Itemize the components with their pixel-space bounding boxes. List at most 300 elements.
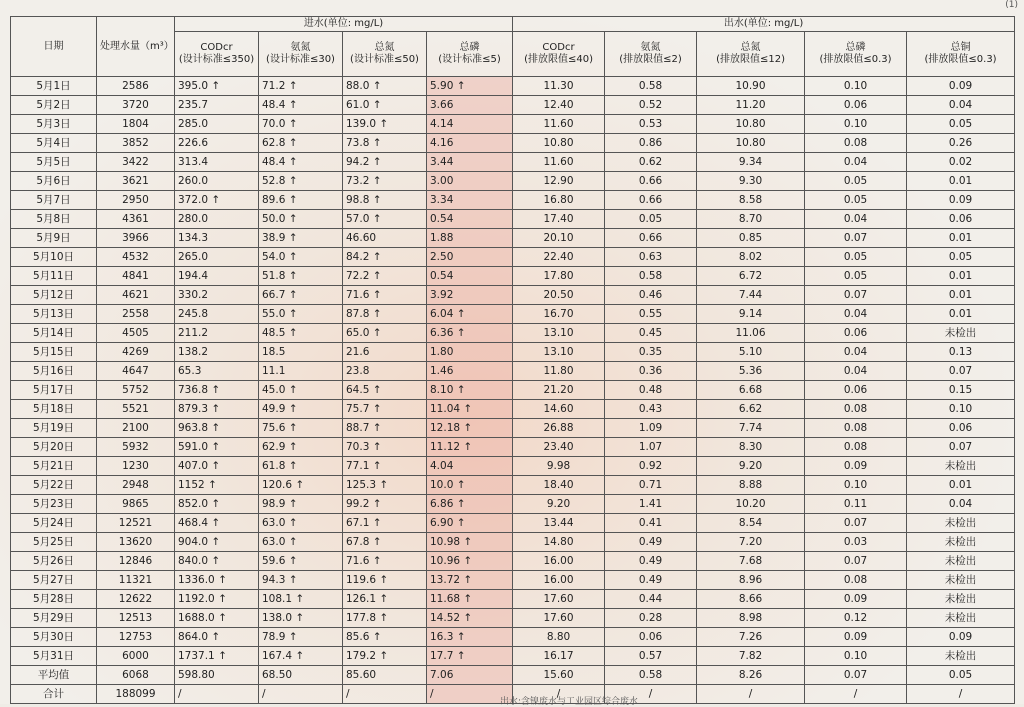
table-cell: 9.20 <box>513 495 605 514</box>
header-out-tn: 总氮 (排放限值≤12) <box>697 32 805 77</box>
table-cell: 0.09 <box>805 590 907 609</box>
table-cell: 0.49 <box>605 571 697 590</box>
table-cell: 3.44 <box>427 153 513 172</box>
table-cell: 45.0 ↑ <box>259 381 343 400</box>
table-cell: 88.7 ↑ <box>343 419 427 438</box>
table-cell: 12846 <box>97 552 175 571</box>
table-cell: 5月20日 <box>11 438 97 457</box>
table-cell: 5月21日 <box>11 457 97 476</box>
footnote: 出水:含镍废水与工业园区综合废水 <box>500 697 639 707</box>
table-cell: 73.8 ↑ <box>343 134 427 153</box>
table-cell: 11.06 <box>697 324 805 343</box>
table-cell: 10.98 ↑ <box>427 533 513 552</box>
table-row <box>11 438 1015 457</box>
table-cell: 94.3 ↑ <box>259 571 343 590</box>
table-cell: 5月3日 <box>11 115 97 134</box>
table-cell: / <box>175 685 259 704</box>
table-cell: 49.9 ↑ <box>259 400 343 419</box>
table-cell: 50.0 ↑ <box>259 210 343 229</box>
table-cell: 0.71 <box>605 476 697 495</box>
table-cell: 6.90 ↑ <box>427 514 513 533</box>
table-cell: 5月30日 <box>11 628 97 647</box>
table-cell: 5月11日 <box>11 267 97 286</box>
table-cell: 63.0 ↑ <box>259 533 343 552</box>
table-cell: 75.6 ↑ <box>259 419 343 438</box>
table-cell: 23.8 <box>343 362 427 381</box>
table-cell: 9.14 <box>697 305 805 324</box>
table-cell: 0.06 <box>805 96 907 115</box>
table-cell: 0.06 <box>805 324 907 343</box>
table-row <box>11 115 1015 134</box>
table-row <box>11 628 1015 647</box>
table-cell: 1336.0 ↑ <box>175 571 259 590</box>
table-cell: 10.80 <box>697 115 805 134</box>
table-cell: 0.01 <box>907 305 1015 324</box>
table-cell: 9.98 <box>513 457 605 476</box>
table-cell: 17.60 <box>513 590 605 609</box>
table-cell: 21.20 <box>513 381 605 400</box>
table-cell: 0.09 <box>805 457 907 476</box>
table-cell: 7.74 <box>697 419 805 438</box>
table-cell: 11.1 <box>259 362 343 381</box>
table-cell: 0.04 <box>805 362 907 381</box>
table-cell: 0.66 <box>605 191 697 210</box>
table-cell: 72.2 ↑ <box>343 267 427 286</box>
table-cell: 0.09 <box>907 77 1015 96</box>
table-cell: 0.36 <box>605 362 697 381</box>
table-cell: 0.05 <box>805 248 907 267</box>
table-cell: 13.10 <box>513 343 605 362</box>
table-cell: 5月29日 <box>11 609 97 628</box>
table-cell: 5521 <box>97 400 175 419</box>
table-cell: 0.04 <box>907 96 1015 115</box>
table-cell: 598.80 <box>175 666 259 685</box>
table-cell: 1192.0 ↑ <box>175 590 259 609</box>
table-cell: 66.7 ↑ <box>259 286 343 305</box>
table-cell: 67.1 ↑ <box>343 514 427 533</box>
table-cell: 99.2 ↑ <box>343 495 427 514</box>
table-cell: 16.70 <box>513 305 605 324</box>
header-in-cod: CODcr (设计标准≤350) <box>175 32 259 77</box>
table-cell: 6068 <box>97 666 175 685</box>
table-cell: 4269 <box>97 343 175 362</box>
table-cell: 8.88 <box>697 476 805 495</box>
table-cell: 17.7 ↑ <box>427 647 513 666</box>
table-cell: 未检出 <box>907 552 1015 571</box>
table-cell: 11.80 <box>513 362 605 381</box>
table-cell: 5月26日 <box>11 552 97 571</box>
table-cell: 1.80 <box>427 343 513 362</box>
table-cell: 0.28 <box>605 609 697 628</box>
table-cell: 0.13 <box>907 343 1015 362</box>
header-inflow: 进水(单位: mg/L) <box>175 17 513 32</box>
table-cell: 5月5日 <box>11 153 97 172</box>
table-cell: 0.09 <box>805 628 907 647</box>
table-cell: 0.06 <box>805 381 907 400</box>
table-cell: 1688.0 ↑ <box>175 609 259 628</box>
table-cell: 5月25日 <box>11 533 97 552</box>
table-cell: 139.0 ↑ <box>343 115 427 134</box>
table-cell: 5月12日 <box>11 286 97 305</box>
table-cell: 0.10 <box>805 115 907 134</box>
table-cell: 合计 <box>11 685 97 704</box>
table-row <box>11 267 1015 286</box>
table-cell: / <box>805 685 907 704</box>
table-cell: 2950 <box>97 191 175 210</box>
table-cell: 3.00 <box>427 172 513 191</box>
table-cell: 57.0 ↑ <box>343 210 427 229</box>
table-row <box>11 210 1015 229</box>
table-cell: 13.10 <box>513 324 605 343</box>
table-cell: 5月7日 <box>11 191 97 210</box>
table-cell: 11.60 <box>513 115 605 134</box>
table-cell: 3.92 <box>427 286 513 305</box>
table-row <box>11 400 1015 419</box>
table-cell: 0.49 <box>605 533 697 552</box>
table-cell: 7.26 <box>697 628 805 647</box>
table-cell: 0.07 <box>805 666 907 685</box>
table-cell: 7.44 <box>697 286 805 305</box>
header-in-tn: 总氮 (设计标准≤50) <box>343 32 427 77</box>
table-cell: 3.34 <box>427 191 513 210</box>
table-cell: 15.60 <box>513 666 605 685</box>
table-cell: 5月14日 <box>11 324 97 343</box>
table-cell: 11321 <box>97 571 175 590</box>
table-cell: 0.44 <box>605 590 697 609</box>
table-cell: 5.36 <box>697 362 805 381</box>
table-cell: 0.04 <box>805 153 907 172</box>
table-cell: 6.68 <box>697 381 805 400</box>
table-cell: 5月6日 <box>11 172 97 191</box>
table-cell: 372.0 ↑ <box>175 191 259 210</box>
table-cell: / <box>907 685 1015 704</box>
table-cell: 0.08 <box>805 571 907 590</box>
table-cell: 0.05 <box>805 191 907 210</box>
table-cell: 0.54 <box>427 210 513 229</box>
table-cell: 0.45 <box>605 324 697 343</box>
table-cell: 1.88 <box>427 229 513 248</box>
table-cell: 0.10 <box>805 77 907 96</box>
table-cell: 0.57 <box>605 647 697 666</box>
table-cell: 0.07 <box>805 552 907 571</box>
table-cell: 75.7 ↑ <box>343 400 427 419</box>
table-cell: 未检出 <box>907 324 1015 343</box>
table-cell: 4841 <box>97 267 175 286</box>
table-row <box>11 381 1015 400</box>
table-cell: 10.80 <box>513 134 605 153</box>
table-cell: 1.07 <box>605 438 697 457</box>
table-cell: 38.9 ↑ <box>259 229 343 248</box>
table-cell: 0.05 <box>805 267 907 286</box>
table-cell: 0.01 <box>907 172 1015 191</box>
page-corner-mark: (1) <box>1005 0 1018 10</box>
table-cell: 245.8 <box>175 305 259 324</box>
header-date: 日期 <box>11 17 97 77</box>
table-cell: 1.46 <box>427 362 513 381</box>
table-cell: 0.58 <box>605 267 697 286</box>
table-cell: 2558 <box>97 305 175 324</box>
table-cell: 313.4 <box>175 153 259 172</box>
table-cell: 285.0 <box>175 115 259 134</box>
table-cell: 0.09 <box>907 628 1015 647</box>
table-cell: 0.07 <box>907 438 1015 457</box>
table-row <box>11 571 1015 590</box>
table-cell: 62.8 ↑ <box>259 134 343 153</box>
table-row <box>11 305 1015 324</box>
table-row <box>11 134 1015 153</box>
table-cell: 0.92 <box>605 457 697 476</box>
table-cell: 0.86 <box>605 134 697 153</box>
table-row <box>11 552 1015 571</box>
table-cell: 12753 <box>97 628 175 647</box>
table-cell: 17.80 <box>513 267 605 286</box>
table-cell: 167.4 ↑ <box>259 647 343 666</box>
table-cell: 0.49 <box>605 552 697 571</box>
table-cell: 5月28日 <box>11 590 97 609</box>
table-cell: 5月16日 <box>11 362 97 381</box>
table-cell: 5月2日 <box>11 96 97 115</box>
table-cell: 68.50 <box>259 666 343 685</box>
table-cell: 4621 <box>97 286 175 305</box>
table-cell: 5月15日 <box>11 343 97 362</box>
table-cell: 67.8 ↑ <box>343 533 427 552</box>
table-cell: 1737.1 ↑ <box>175 647 259 666</box>
table-cell: 4.04 <box>427 457 513 476</box>
table-cell: 5.90 ↑ <box>427 77 513 96</box>
table-cell: 8.70 <box>697 210 805 229</box>
table-cell: 0.01 <box>907 476 1015 495</box>
header-out-cod: CODcr (排放限值≤40) <box>513 32 605 77</box>
table-cell: 0.08 <box>805 400 907 419</box>
table-row <box>11 362 1015 381</box>
table-cell: 5.10 <box>697 343 805 362</box>
table-cell: 6.62 <box>697 400 805 419</box>
table-cell: 63.0 ↑ <box>259 514 343 533</box>
table-cell: 65.3 <box>175 362 259 381</box>
table-cell: 12.18 ↑ <box>427 419 513 438</box>
table-cell: 235.7 <box>175 96 259 115</box>
table-cell: 0.05 <box>805 172 907 191</box>
table-cell: 4.14 <box>427 115 513 134</box>
water-quality-table <box>10 16 1015 704</box>
header-out-tp: 总磷 (排放限值≤0.3) <box>805 32 907 77</box>
table-cell: 0.04 <box>805 305 907 324</box>
table-cell: 194.4 <box>175 267 259 286</box>
table-cell: 5月17日 <box>11 381 97 400</box>
table-cell: 591.0 ↑ <box>175 438 259 457</box>
table-cell: 5月27日 <box>11 571 97 590</box>
header-row-group <box>11 17 1015 32</box>
table-cell: 70.3 ↑ <box>343 438 427 457</box>
table-row <box>11 172 1015 191</box>
table-row <box>11 153 1015 172</box>
table-cell: 0.85 <box>697 229 805 248</box>
table-cell: 6000 <box>97 647 175 666</box>
table-cell: 14.52 ↑ <box>427 609 513 628</box>
table-cell: 8.66 <box>697 590 805 609</box>
table-cell: 108.1 ↑ <box>259 590 343 609</box>
table-cell: 7.68 <box>697 552 805 571</box>
table-row <box>11 476 1015 495</box>
table-cell: 11.68 ↑ <box>427 590 513 609</box>
header-outflow: 出水(单位: mg/L) <box>513 17 1015 32</box>
table-cell: 13.72 ↑ <box>427 571 513 590</box>
table-cell: 98.8 ↑ <box>343 191 427 210</box>
table-cell: 78.9 ↑ <box>259 628 343 647</box>
table-cell: 4505 <box>97 324 175 343</box>
table-cell: 0.04 <box>907 495 1015 514</box>
table-cell: 2100 <box>97 419 175 438</box>
table-cell: 平均值 <box>11 666 97 685</box>
table-cell: 179.2 ↑ <box>343 647 427 666</box>
table-row <box>11 229 1015 248</box>
table-cell: 22.40 <box>513 248 605 267</box>
table-row <box>11 609 1015 628</box>
table-cell: 4532 <box>97 248 175 267</box>
table-cell: 未检出 <box>907 571 1015 590</box>
table-cell: 未检出 <box>907 457 1015 476</box>
table-cell: 6.04 ↑ <box>427 305 513 324</box>
table-cell: 0.01 <box>907 286 1015 305</box>
table-cell: 280.0 <box>175 210 259 229</box>
table-cell: 138.0 ↑ <box>259 609 343 628</box>
table-cell: 840.0 ↑ <box>175 552 259 571</box>
table-cell: 3720 <box>97 96 175 115</box>
table-cell: 5月23日 <box>11 495 97 514</box>
table-cell: 5月9日 <box>11 229 97 248</box>
table-cell: 5月1日 <box>11 77 97 96</box>
table-cell: 59.6 ↑ <box>259 552 343 571</box>
table-cell: 48.5 ↑ <box>259 324 343 343</box>
table-cell: / <box>513 685 605 704</box>
table-cell: 2586 <box>97 77 175 96</box>
table-cell: / <box>697 685 805 704</box>
table-cell: 16.3 ↑ <box>427 628 513 647</box>
table-cell: 0.12 <box>805 609 907 628</box>
table-cell: 1152 ↑ <box>175 476 259 495</box>
table-cell: 0.52 <box>605 96 697 115</box>
table-cell: 14.60 <box>513 400 605 419</box>
table-cell: 77.1 ↑ <box>343 457 427 476</box>
table-cell: 8.54 <box>697 514 805 533</box>
table-cell: 46.60 <box>343 229 427 248</box>
table-cell: 9.34 <box>697 153 805 172</box>
table-row <box>11 647 1015 666</box>
table-cell: 10.80 <box>697 134 805 153</box>
table-cell: 126.1 ↑ <box>343 590 427 609</box>
table-cell: 7.06 <box>427 666 513 685</box>
table-cell: 62.9 ↑ <box>259 438 343 457</box>
table-cell: 未检出 <box>907 533 1015 552</box>
table-cell: 852.0 ↑ <box>175 495 259 514</box>
table-row <box>11 514 1015 533</box>
table-row <box>11 324 1015 343</box>
table-cell: 879.3 ↑ <box>175 400 259 419</box>
table-row <box>11 457 1015 476</box>
table-cell: 260.0 <box>175 172 259 191</box>
table-cell: 13.44 <box>513 514 605 533</box>
table-cell: 4.16 <box>427 134 513 153</box>
table-cell: 8.30 <box>697 438 805 457</box>
table-cell: 52.8 ↑ <box>259 172 343 191</box>
table-cell: 73.2 ↑ <box>343 172 427 191</box>
table-cell: 2.50 <box>427 248 513 267</box>
table-cell: 0.11 <box>805 495 907 514</box>
table-cell: 13620 <box>97 533 175 552</box>
table-cell: 10.0 ↑ <box>427 476 513 495</box>
table-cell: 177.8 ↑ <box>343 609 427 628</box>
table-cell: 65.0 ↑ <box>343 324 427 343</box>
table-cell: 14.80 <box>513 533 605 552</box>
table-cell: 51.8 ↑ <box>259 267 343 286</box>
table-cell: 48.4 ↑ <box>259 153 343 172</box>
table-cell: 5月24日 <box>11 514 97 533</box>
table-cell: 17.40 <box>513 210 605 229</box>
table-cell: 3.66 <box>427 96 513 115</box>
table-cell: 0.07 <box>907 362 1015 381</box>
table-cell: 7.82 <box>697 647 805 666</box>
table-cell: 0.02 <box>907 153 1015 172</box>
table-cell: 0.07 <box>805 514 907 533</box>
table-cell: 5月18日 <box>11 400 97 419</box>
table-cell: 18.5 <box>259 343 343 362</box>
table-row <box>11 419 1015 438</box>
table-cell: / <box>343 685 427 704</box>
table-cell: 0.58 <box>605 77 697 96</box>
table-row <box>11 590 1015 609</box>
table-cell: 26.88 <box>513 419 605 438</box>
table-cell: / <box>427 685 513 704</box>
table-cell: 0.62 <box>605 153 697 172</box>
table-cell: 0.05 <box>907 248 1015 267</box>
table-cell: 8.26 <box>697 666 805 685</box>
table-cell: 0.63 <box>605 248 697 267</box>
table-cell: 11.12 ↑ <box>427 438 513 457</box>
table-row <box>11 77 1015 96</box>
table-cell: 0.06 <box>605 628 697 647</box>
table-cell: 23.40 <box>513 438 605 457</box>
table-cell: 0.06 <box>907 419 1015 438</box>
table-cell: 11.20 <box>697 96 805 115</box>
table-cell: 0.10 <box>805 647 907 666</box>
table-cell: 88.0 ↑ <box>343 77 427 96</box>
table-cell: 0.10 <box>907 400 1015 419</box>
table-cell: 10.96 ↑ <box>427 552 513 571</box>
table-cell: 5月31日 <box>11 647 97 666</box>
table-cell: 0.05 <box>907 115 1015 134</box>
table-cell: 12521 <box>97 514 175 533</box>
table-cell: 71.6 ↑ <box>343 286 427 305</box>
table-cell: 8.96 <box>697 571 805 590</box>
table-row <box>11 191 1015 210</box>
table-cell: 0.48 <box>605 381 697 400</box>
table-cell: 16.17 <box>513 647 605 666</box>
table-row <box>11 533 1015 552</box>
table-cell: 134.3 <box>175 229 259 248</box>
table-cell: 3422 <box>97 153 175 172</box>
table-cell: 407.0 ↑ <box>175 457 259 476</box>
table-cell: 5752 <box>97 381 175 400</box>
table-cell: 17.60 <box>513 609 605 628</box>
header-out-nh3: 氨氮 (排放限值≤2) <box>605 32 697 77</box>
table-cell: 12.40 <box>513 96 605 115</box>
table-cell: 55.0 ↑ <box>259 305 343 324</box>
table-cell: 18.40 <box>513 476 605 495</box>
table-cell: 12513 <box>97 609 175 628</box>
table-cell: 0.08 <box>805 134 907 153</box>
table-cell: 1.09 <box>605 419 697 438</box>
table-cell: 1230 <box>97 457 175 476</box>
